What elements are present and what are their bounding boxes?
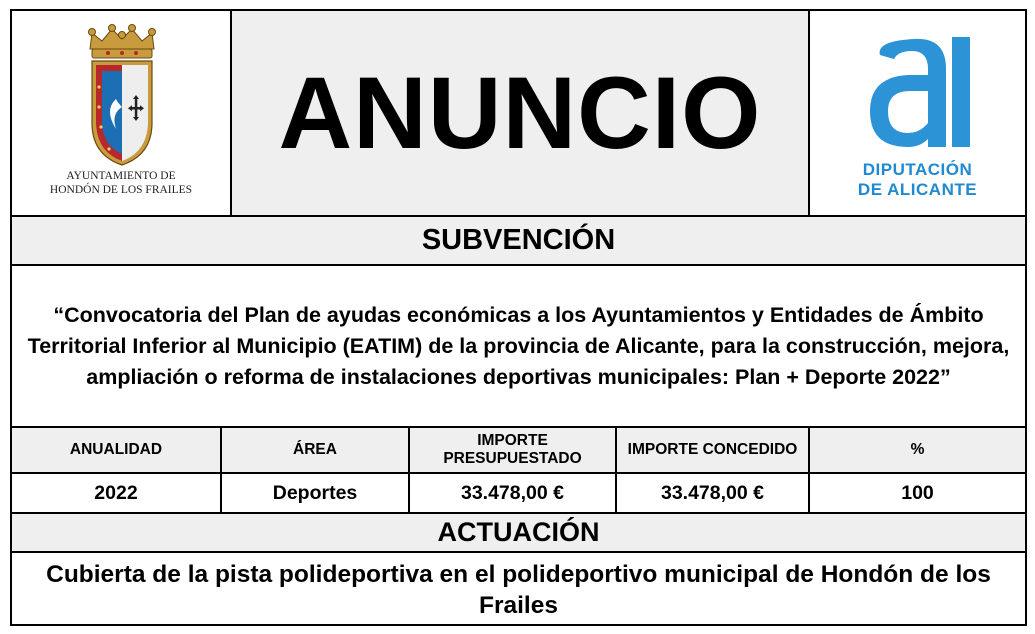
municipal-coat-of-arms-icon [12,11,232,171]
action-description: Cubierta de la pista polideportiva en el polideportivo municipal de Hondón de los Frailes [46,560,991,619]
provincial-caption [810,160,1025,200]
banner-title: ANUNCIO [278,56,762,170]
municipality-logo [12,11,232,215]
provincial-caption-line-1: DIPUTACIÓN [862,160,973,179]
action-heading-row [12,514,1025,553]
header-annuality: ANUALIDAD [12,428,222,472]
municipality-caption-line-2: HONDÓN DE LOS FRAILES [49,184,193,196]
value-annuality: 2022 [12,474,222,512]
announcement-poster [10,9,1027,626]
provincial-logo [810,11,1025,215]
value-area: Deportes [222,474,410,512]
header-area: ÁREA [222,428,410,472]
value-percent: 100 [901,481,934,504]
subsidy-heading: SUBVENCIÓN [421,224,616,256]
header-budgeted-amount: IMPORTE PRESUPUESTADO [410,428,617,472]
header-percent: % [910,441,925,458]
call-description: “Convocatoria del Plan de ayudas económicas a los Ayuntamientos y Entidades de Ámbito Territorial Inferior al Municipio (EATIM) de la provincia de Alicante, para la construcción, mejora, ampliación o reforma de instalaciones deportivas municipales: Plan + Deporte 2022” [27,302,1010,389]
action-heading: ACTUACIÓN [437,517,600,547]
diputacion-alicante-logo-icon [810,11,1029,161]
provincial-caption-line-2: DE ALICANTE [857,180,978,199]
header-row [12,11,1025,217]
action-description-row [12,553,1025,626]
table-data-row [12,474,1025,514]
subsidy-heading-row [12,217,1025,266]
value-granted-amount: 33.478,00 € [617,474,810,512]
header-granted-amount: IMPORTE CONCEDIDO [617,428,810,472]
table-header-row [12,428,1025,474]
municipality-caption-line-1: AYUNTAMIENTO DE [66,170,176,182]
call-description-row [12,266,1025,428]
announcement-banner [232,11,810,215]
value-budgeted-amount: 33.478,00 € [410,474,617,512]
municipality-caption [12,169,230,197]
